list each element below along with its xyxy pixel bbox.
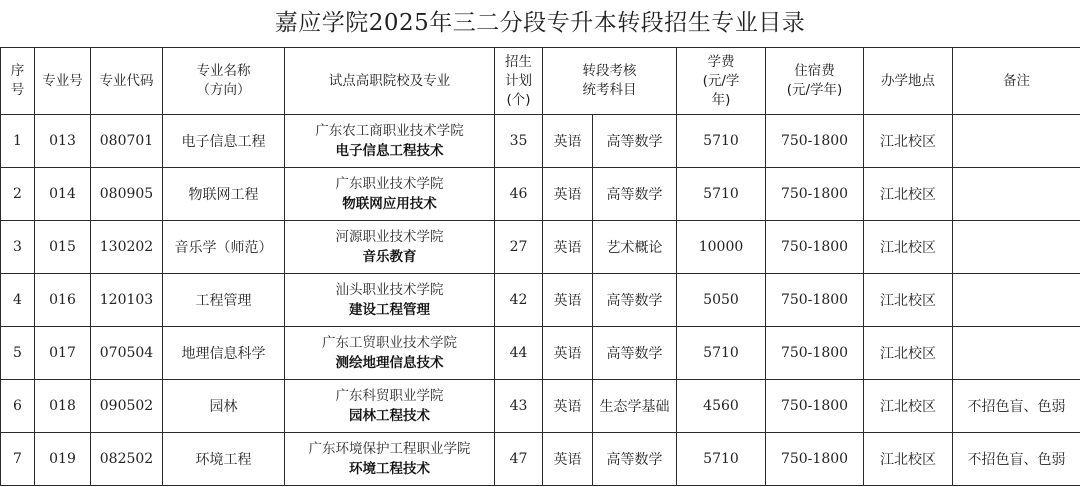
cell-remarks <box>953 115 1080 168</box>
cell-major-name: 物联网工程 <box>163 168 285 221</box>
cell-tuition: 4560 <box>677 380 766 433</box>
cell-major-name: 工程管理 <box>163 274 285 327</box>
cell-tuition: 10000 <box>677 221 766 274</box>
table-header-row <box>1 48 1080 115</box>
cell-campus: 江北校区 <box>864 433 953 486</box>
cell-pilot <box>285 433 495 486</box>
cell-tuition: 5050 <box>677 274 766 327</box>
cell-remarks <box>953 168 1080 221</box>
cell-seq: 7 <box>1 433 35 486</box>
header-pilot-school: 试点高职院校及专业 <box>285 48 495 115</box>
cell-plan: 35 <box>495 115 543 168</box>
cell-tuition: 5710 <box>677 168 766 221</box>
cell-major-name: 园林 <box>163 380 285 433</box>
cell-campus: 江北校区 <box>864 327 953 380</box>
pilot-school-name: 广东科贸职业学院 <box>335 388 444 404</box>
cell-major-code: 080905 <box>91 168 163 221</box>
cell-major-no: 016 <box>35 274 91 327</box>
header-major-name: 专业名称 （方向） <box>163 48 285 115</box>
page-title: 嘉应学院2025年三二分段专升本转段招生专业目录 <box>274 10 806 36</box>
cell-exam-2: 高等数学 <box>593 168 677 221</box>
cell-exam-1: 英语 <box>543 274 593 327</box>
pilot-program-name: 环境工程技术 <box>349 461 430 477</box>
cell-housing: 750-1800 <box>766 327 864 380</box>
cell-seq: 1 <box>1 115 35 168</box>
cell-major-code: 090502 <box>91 380 163 433</box>
cell-pilot <box>285 115 495 168</box>
cell-exam-2: 高等数学 <box>593 327 677 380</box>
cell-major-no: 019 <box>35 433 91 486</box>
cell-plan: 27 <box>495 221 543 274</box>
cell-major-name: 电子信息工程 <box>163 115 285 168</box>
cell-major-no: 018 <box>35 380 91 433</box>
pilot-school-name: 河源职业技术学院 <box>335 229 444 245</box>
header-major-code: 专业代码 <box>91 48 163 115</box>
pilot-program-name: 音乐教育 <box>362 249 417 265</box>
cell-campus: 江北校区 <box>864 221 953 274</box>
cell-plan: 47 <box>495 433 543 486</box>
pilot-program-name: 测绘地理信息技术 <box>335 355 444 371</box>
cell-exam-1: 英语 <box>543 115 593 168</box>
cell-seq: 6 <box>1 380 35 433</box>
cell-major-code: 082502 <box>91 433 163 486</box>
cell-major-name: 环境工程 <box>163 433 285 486</box>
pilot-program-name: 园林工程技术 <box>349 408 430 424</box>
cell-remarks: 不招色盲、色弱 <box>953 433 1080 486</box>
cell-pilot <box>285 221 495 274</box>
cell-major-no: 013 <box>35 115 91 168</box>
enrollment-catalog-table <box>0 47 1080 486</box>
cell-housing: 750-1800 <box>766 433 864 486</box>
cell-exam-2: 艺术概论 <box>593 221 677 274</box>
cell-major-no: 014 <box>35 168 91 221</box>
cell-remarks <box>953 274 1080 327</box>
cell-exam-2: 生态学基础 <box>593 380 677 433</box>
cell-plan: 44 <box>495 327 543 380</box>
pilot-school-name: 广东农工商职业技术学院 <box>315 123 464 139</box>
cell-major-no: 015 <box>35 221 91 274</box>
cell-major-name: 地理信息科学 <box>163 327 285 380</box>
cell-exam-1: 英语 <box>543 433 593 486</box>
pilot-program-name: 建设工程管理 <box>349 302 430 318</box>
cell-housing: 750-1800 <box>766 221 864 274</box>
pilot-program-name: 物联网应用技术 <box>342 196 437 212</box>
cell-campus: 江北校区 <box>864 380 953 433</box>
cell-tuition: 5710 <box>677 115 766 168</box>
header-remarks: 备注 <box>953 48 1080 115</box>
cell-exam-2: 高等数学 <box>593 433 677 486</box>
pilot-school-name: 广东环境保护工程职业学院 <box>308 441 471 457</box>
cell-major-code: 130202 <box>91 221 163 274</box>
header-plan: 招生 计划 (个) <box>495 48 543 115</box>
cell-exam-1: 英语 <box>543 221 593 274</box>
header-campus: 办学地点 <box>864 48 953 115</box>
header-exam-subjects: 转段考核 统考科目 <box>543 48 677 115</box>
cell-seq: 2 <box>1 168 35 221</box>
cell-seq: 5 <box>1 327 35 380</box>
cell-seq: 3 <box>1 221 35 274</box>
table-row <box>1 221 1080 274</box>
header-seq: 序 号 <box>1 48 35 115</box>
cell-remarks: 不招色盲、色弱 <box>953 380 1080 433</box>
cell-campus: 江北校区 <box>864 274 953 327</box>
table-row <box>1 327 1080 380</box>
cell-campus: 江北校区 <box>864 168 953 221</box>
cell-major-no: 017 <box>35 327 91 380</box>
cell-remarks <box>953 221 1080 274</box>
cell-seq: 4 <box>1 274 35 327</box>
cell-pilot <box>285 274 495 327</box>
cell-plan: 42 <box>495 274 543 327</box>
pilot-school-name: 广东职业技术学院 <box>335 176 444 192</box>
cell-housing: 750-1800 <box>766 115 864 168</box>
cell-tuition: 5710 <box>677 327 766 380</box>
cell-plan: 46 <box>495 168 543 221</box>
cell-campus: 江北校区 <box>864 115 953 168</box>
cell-exam-1: 英语 <box>543 168 593 221</box>
table-row <box>1 274 1080 327</box>
cell-exam-1: 英语 <box>543 380 593 433</box>
header-housing: 住宿费 (元/学年) <box>766 48 864 115</box>
cell-exam-1: 英语 <box>543 327 593 380</box>
pilot-school-name: 汕头职业技术学院 <box>335 282 444 298</box>
cell-pilot <box>285 380 495 433</box>
table-row <box>1 433 1080 486</box>
cell-tuition: 5710 <box>677 433 766 486</box>
cell-plan: 43 <box>495 380 543 433</box>
cell-major-name: 音乐学（师范） <box>163 221 285 274</box>
cell-housing: 750-1800 <box>766 168 864 221</box>
table-row <box>1 168 1080 221</box>
cell-housing: 750-1800 <box>766 274 864 327</box>
cell-exam-2: 高等数学 <box>593 274 677 327</box>
header-tuition: 学费 (元/学 年) <box>677 48 766 115</box>
cell-remarks <box>953 327 1080 380</box>
cell-major-code: 080701 <box>91 115 163 168</box>
table-row <box>1 380 1080 433</box>
cell-exam-2: 高等数学 <box>593 115 677 168</box>
cell-major-code: 070504 <box>91 327 163 380</box>
pilot-program-name: 电子信息工程技术 <box>335 143 444 159</box>
cell-housing: 750-1800 <box>766 380 864 433</box>
cell-major-code: 120103 <box>91 274 163 327</box>
cell-pilot <box>285 168 495 221</box>
pilot-school-name: 广东工贸职业技术学院 <box>322 335 457 351</box>
header-major-no: 专业号 <box>35 48 91 115</box>
table-row <box>1 115 1080 168</box>
cell-pilot <box>285 327 495 380</box>
